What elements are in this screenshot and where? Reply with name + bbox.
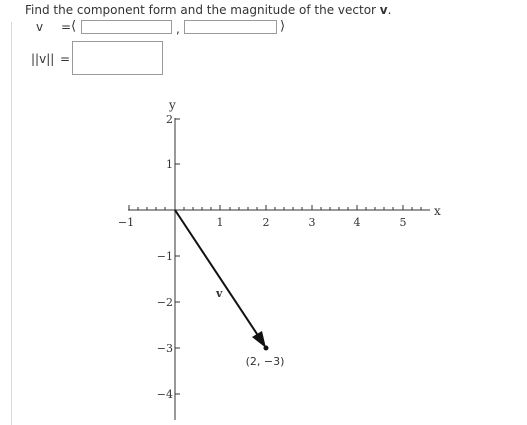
x-tick-label: 1 [216,216,224,229]
prompt-vector-name: v [379,3,388,17]
x-tick-label: 2 [262,216,270,229]
x-tick-label: −1 [117,216,135,229]
terminal-point-label: (2, −3) [245,355,285,368]
open-angle-bracket: ⟨ [71,19,77,34]
x-axis-label: x [434,204,441,218]
y-tick-label: −3 [156,342,173,355]
magnitude-label: ||v|| [31,52,55,66]
y-axis-label: y [169,98,176,112]
y-tick-label: 2 [166,113,173,126]
terminal-point-marker [264,346,269,351]
magnitude-equals-sign: = [60,52,71,66]
x-tick-label: 3 [308,216,316,229]
prompt-period: . [387,3,392,17]
y-tick-label: −4 [156,388,173,401]
y-tick-label: −1 [156,250,173,263]
prompt-text: Find the component form and the magnitude of the vector [25,3,380,17]
vector-label: v [36,20,44,34]
y-tick-label: −2 [156,296,173,309]
vector-v-shaft [175,210,261,340]
x-tick-label: 5 [399,216,407,229]
y-tick-label: 1 [166,158,173,171]
vector-v-arrowhead [252,331,266,348]
y-axis-ticks [175,119,180,394]
close-angle-bracket: ⟩ [280,19,286,34]
x-tick-label: 4 [353,216,361,229]
vector-v-label: v [216,287,223,300]
component-comma: , [176,22,180,36]
x-axis-major-ticks [129,205,403,210]
component-equals-sign: = [61,20,72,34]
